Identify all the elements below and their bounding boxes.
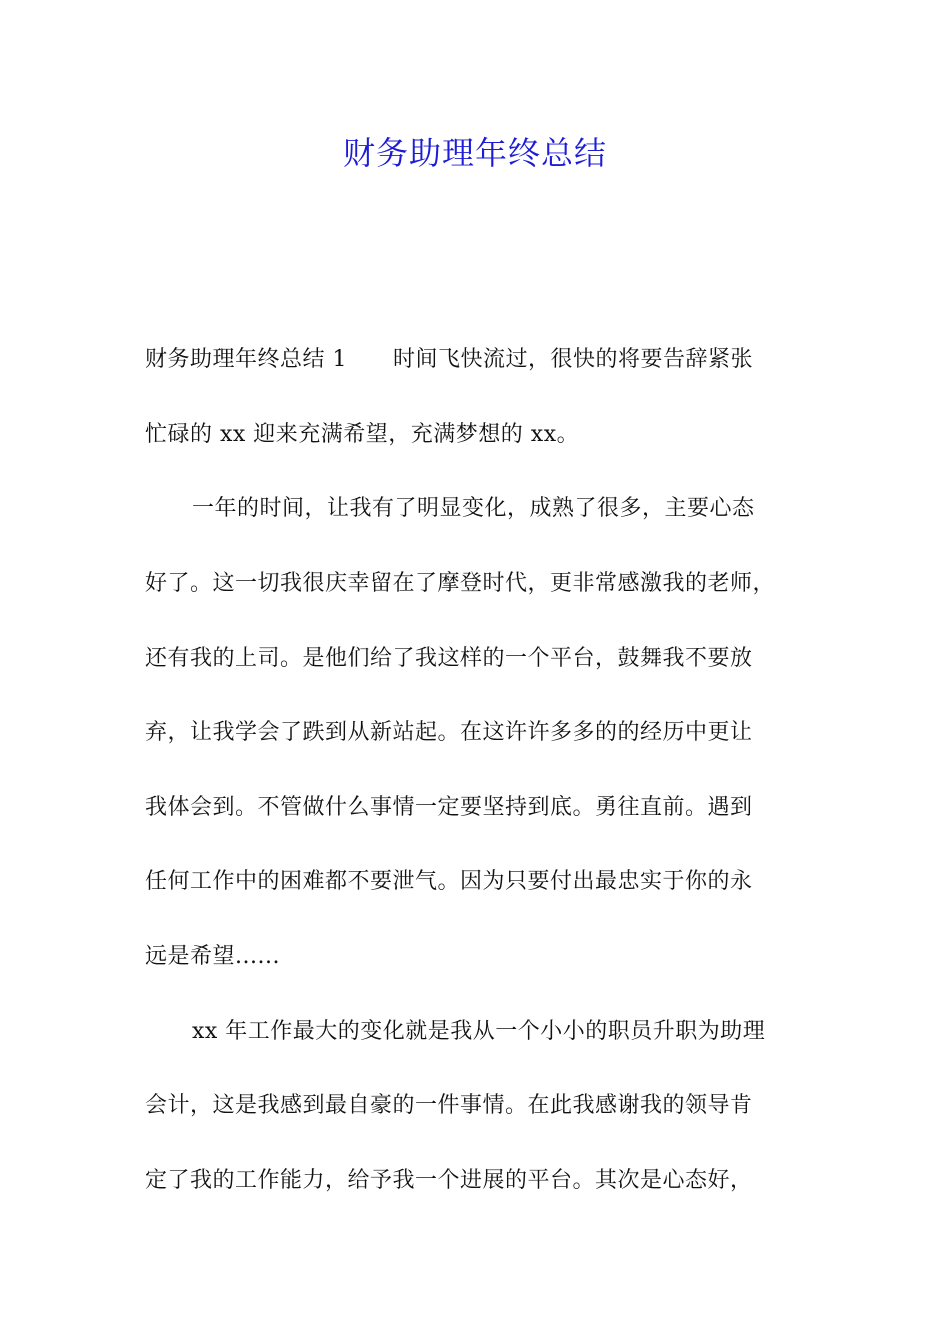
paragraph-line-7: 我体会到。不管做什么事情一定要坚持到底。勇往直前。遇到: [145, 795, 753, 820]
paragraph-line-3: 一年的时间，让我有了明显变化，成熟了很多，主要心态: [192, 496, 755, 521]
paragraph-line-1: [145, 345, 825, 375]
paragraph-line-10: xx 年工作最大的变化就是我从一个小小的职员升职为助理: [192, 1019, 766, 1044]
paragraph-text: 时间飞快流过，很快的将要告辞紧张: [393, 347, 754, 372]
paragraph-line-6: 弃，让我学会了跌到从新站起。在这许许多多的的经历中更让: [145, 720, 753, 745]
paragraph-line-5: 还有我的上司。是他们给了我这样的一个平台，鼓舞我不要放: [145, 646, 753, 671]
paragraph-line-4: 好了。这一切我很庆幸留在了摩登时代，更非常感激我的老师，: [145, 571, 776, 596]
document-title: 财务助理年终总结: [342, 134, 607, 172]
paragraph-line-8: 任何工作中的困难都不要泄气。因为只要付出最忠实于你的永: [145, 869, 753, 894]
paragraph-line-12: 定了我的工作能力，给予我一个进展的平台。其次是心态好，: [145, 1168, 753, 1193]
section-heading-inline: 财务助理年终总结 1: [145, 347, 347, 372]
paragraph-line-2: 忙碌的 xx 迎来充满希望，充满梦想的 xx。: [145, 422, 580, 447]
paragraph-line-9: 远是希望......: [145, 944, 280, 969]
paragraph-line-11: 会计，这是我感到最自豪的一件事情。在此我感谢我的领导肯: [145, 1093, 753, 1118]
